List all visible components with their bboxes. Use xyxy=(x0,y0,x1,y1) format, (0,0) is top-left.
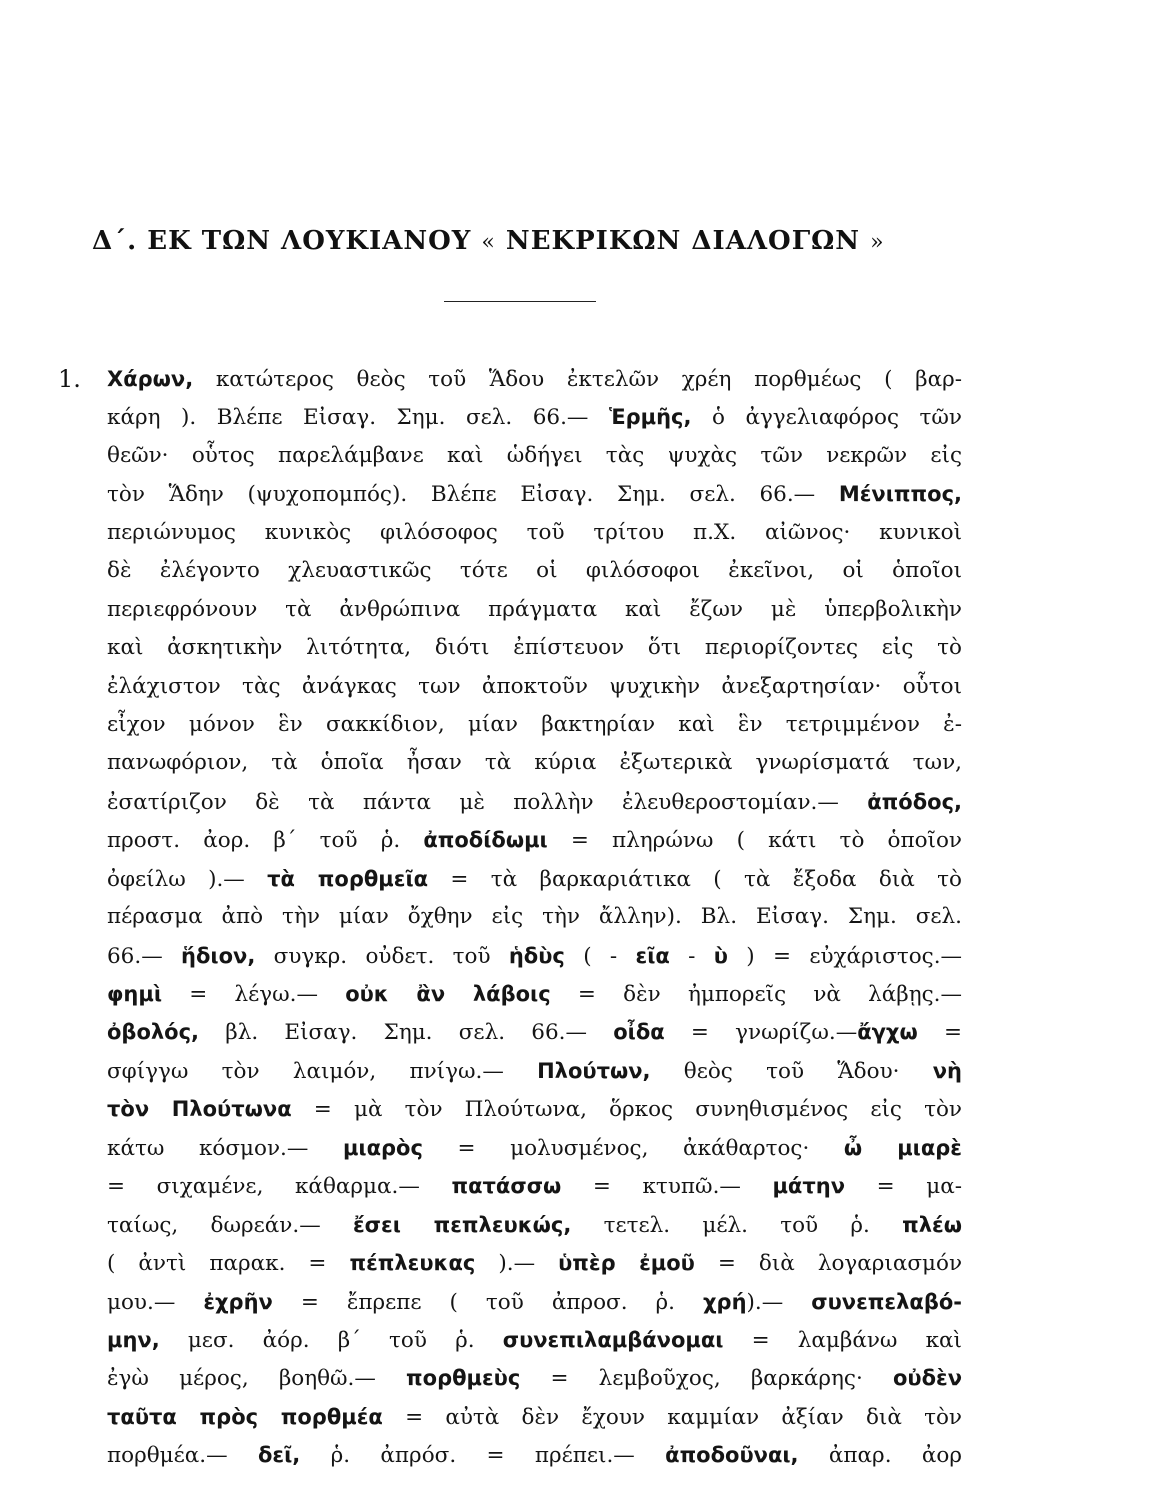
gloss-text: = κτυπῶ.— xyxy=(561,1174,773,1200)
entry-line xyxy=(107,1013,962,1051)
gloss-text: ἀπαρ. ἀορ xyxy=(798,1443,962,1469)
gloss-text: ἐσατίριζον δὲ τὰ πάντα μὲ πολλὴν ἐλευθεροστομίαν.— xyxy=(107,789,868,815)
gloss-text: ).— xyxy=(746,1289,812,1315)
headword: πατάσσω xyxy=(451,1174,562,1199)
gloss-text: = μὰ τὸν Πλούτωνα, ὅρκος συνηθισμένος εἰς τὸν xyxy=(291,1097,962,1123)
headword: μιαρὸς xyxy=(342,1135,423,1160)
entry-number: 1. xyxy=(58,365,81,393)
headword: πορθμεὺς xyxy=(406,1366,521,1391)
open-quote-mark: « xyxy=(481,230,496,255)
entry-line xyxy=(107,1398,962,1436)
headword: Χάρων, xyxy=(107,367,194,391)
headword: ὺ xyxy=(713,943,728,968)
gloss-text: = πληρώνω ( κάτι τὸ ὁποῖον xyxy=(547,828,962,854)
headword: ἀπόδος, xyxy=(867,789,962,814)
headword: συνεπιλαμβάνομαι xyxy=(502,1327,724,1352)
headword: Μένιππος, xyxy=(838,482,962,507)
entry-line xyxy=(107,1436,962,1474)
gloss-text: ἐλάχιστον τὰς ἀνάγκας των ἀποκτοῦν ψυχικὴν ἀνεξαρτησίαν· οὗτοι xyxy=(107,673,962,699)
entry-line xyxy=(107,898,962,936)
gloss-text: = διὰ λογαριασμόν xyxy=(694,1251,963,1277)
gloss-text: = xyxy=(917,1020,962,1046)
entry-line xyxy=(107,937,962,975)
gloss-text: = λαμβάνω καὶ xyxy=(723,1327,962,1353)
entry-line xyxy=(107,1052,962,1090)
gloss-text: = τὰ βαρκαριάτικα ( τὰ ἔξοδα διὰ τὸ xyxy=(428,866,962,892)
gloss-text: βλ. Εἰσαγ. Σημ. σελ. 66.— xyxy=(199,1020,614,1046)
gloss-text: = αὐτὰ δὲν ἔχουν καμμίαν ἀξίαν διὰ τὸν xyxy=(382,1404,962,1430)
gloss-text: ἐγὼ μέρος, βοηθῶ.— xyxy=(107,1366,407,1392)
entry-line xyxy=(107,629,962,667)
entry-line xyxy=(107,514,962,552)
headword: τὰ πορθμεῖα xyxy=(267,866,429,891)
entry-line xyxy=(107,552,962,590)
headword: οὐδὲν xyxy=(892,1366,962,1391)
gloss-text: = λεμβοῦχος, βαρκάρης· xyxy=(520,1366,893,1392)
gloss-text: μεσ. ἀόρ. β΄ τοῦ ῥ. xyxy=(159,1327,503,1353)
chapter-heading xyxy=(92,226,1072,256)
gloss-text: πανωφόριον, τὰ ὁποῖα ἦσαν τὰ κύρια ἐξωτερικὰ γνωρίσματά των, xyxy=(107,750,962,776)
gloss-text: = σιχαμένε, κάθαρμα.— xyxy=(107,1174,452,1200)
entry-line xyxy=(107,591,962,629)
entry-line xyxy=(107,1129,962,1167)
headword: χρή xyxy=(703,1289,747,1314)
headword: τὸν Πλούτωνα xyxy=(107,1097,292,1122)
entry-line xyxy=(107,706,962,744)
gloss-text: πορθμέα.— xyxy=(107,1443,258,1469)
headword: δεῖ, xyxy=(257,1443,301,1468)
headword: μην, xyxy=(107,1327,160,1352)
entry-line xyxy=(107,1321,962,1359)
entry-line xyxy=(107,360,962,398)
headword: ἥδιον, xyxy=(181,943,256,968)
headword: φημὶ xyxy=(107,982,163,1006)
gloss-text: τὸν Ἅδην (ψυχοπομπός). Βλέπε Εἰσαγ. Σημ. σελ. 66.— xyxy=(107,482,839,508)
entry-line xyxy=(107,398,962,436)
gloss-text: σφίγγω τὸν λαιμόν, πνίγω.— xyxy=(107,1058,538,1084)
entry-line xyxy=(107,437,962,475)
gloss-text: = γνωρίζω.— xyxy=(664,1020,858,1046)
gloss-text: θεὸς τοῦ Ἅδου· xyxy=(650,1058,933,1084)
gloss-text: κατώτερος θεὸς τοῦ Ἅδου ἐκτελῶν χρέη πορθμέως ( βαρ- xyxy=(193,367,962,392)
gloss-text: ῥ. ἀπρόσ. = πρέπει.— xyxy=(300,1443,666,1469)
headword: ὑπὲρ ἐμοῦ xyxy=(558,1251,695,1276)
gloss-text: ὁ ἀγγελιαφόρος τῶν xyxy=(691,405,962,431)
heading-divider xyxy=(444,301,596,302)
headword: οἶδα xyxy=(613,1020,665,1045)
headword: ἄγχω xyxy=(857,1020,918,1045)
entry-line xyxy=(107,1206,962,1244)
headword: συνεπελαβό- xyxy=(811,1289,962,1314)
headword: ἐχρῆν xyxy=(203,1289,273,1314)
headword: εῖα xyxy=(635,943,670,968)
gloss-text: τετελ. μέλ. τοῦ ῥ. xyxy=(571,1212,903,1238)
gloss-text: κάρη ). Βλέπε Εἰσαγ. Σημ. σελ. 66.— xyxy=(107,405,609,431)
headword: νὴ xyxy=(932,1058,962,1083)
gloss-text: - xyxy=(669,943,714,969)
gloss-text: θεῶν· οὗτος παρελάμβανε καὶ ὡδήγει τὰς ψυχὰς τῶν νεκρῶν εἰς xyxy=(107,442,962,468)
entry-line xyxy=(107,1359,962,1397)
entry-line xyxy=(107,821,962,859)
headword: ὦ μιαρὲ xyxy=(843,1135,962,1160)
entry-line xyxy=(107,860,962,898)
glossary-entry xyxy=(107,360,962,1475)
headword: ταῦτα πρὸς πορθμέα xyxy=(107,1404,383,1429)
gloss-text: ταίως, δωρεάν.— xyxy=(107,1212,353,1238)
entry-line xyxy=(107,783,962,821)
headword: ἀποδοῦναι, xyxy=(665,1443,799,1468)
gloss-text: περιεφρόνουν τὰ ἀνθρώπινα πράγματα καὶ ἔζων μὲ ὑπερβολικὴν xyxy=(107,596,962,622)
gloss-text: δὲ ἐλέγοντο χλευαστικῶς τότε οἱ φιλόσοφοι ἐκεῖνοι, οἱ ὁποῖοι xyxy=(107,558,962,584)
headword: ἀποδίδωμι xyxy=(423,828,548,853)
gloss-text: προστ. ἀορ. β΄ τοῦ ῥ. xyxy=(107,828,424,854)
gloss-text: κάτω κόσμον.— xyxy=(107,1135,343,1161)
headword: ἔσει πεπλευκώς, xyxy=(352,1212,572,1237)
headword: ἡδὺς xyxy=(508,943,565,968)
headword: Ἑρμῆς, xyxy=(608,405,692,430)
gloss-text: συγκρ. οὐδετ. τοῦ xyxy=(255,943,509,969)
gloss-text: ὀφείλω ).— xyxy=(107,866,268,892)
entry-line xyxy=(107,975,962,1013)
entry-line xyxy=(107,1244,962,1282)
gloss-text: μου.— xyxy=(107,1289,204,1315)
entry-line xyxy=(107,744,962,782)
gloss-text: ( ἀντὶ παρακ. = xyxy=(107,1251,350,1277)
gloss-text: ).— xyxy=(475,1251,559,1277)
gloss-text: = δὲν ἠμπορεῖς νὰ λάβῃς.— xyxy=(550,982,962,1007)
gloss-text: = λέγω.— xyxy=(162,982,346,1007)
headword: πέπλευκας xyxy=(349,1251,476,1276)
entry-line xyxy=(107,1167,962,1205)
headword: μάτην xyxy=(772,1174,846,1199)
chapter-heading-title: ΝΕΚΡΙΚΩΝ ΔΙΑΛΟΓΩΝ xyxy=(495,226,871,256)
headword: οὐκ ἂν λάβοις xyxy=(345,982,551,1006)
gloss-text: 66.— xyxy=(107,943,182,969)
chapter-heading-prefix: Δ΄. ΕΚ ΤΩΝ ΛΟΥΚΙΑΝΟΥ xyxy=(92,226,482,256)
gloss-text: περιώνυμος κυνικὸς φιλόσοφος τοῦ τρίτου π.Χ. αἰῶνος· κυνικοὶ xyxy=(107,519,962,545)
close-quote-mark: » xyxy=(870,230,885,255)
gloss-text: = μα- xyxy=(845,1174,962,1200)
gloss-text: πέρασμα ἀπὸ τὴν μίαν ὄχθην εἰς τὴν ἄλλην). Βλ. Εἰσαγ. Σημ. σελ. xyxy=(107,904,962,930)
gloss-text: ( - xyxy=(564,943,636,969)
entry-line xyxy=(107,1090,962,1128)
headword: πλέω xyxy=(902,1212,962,1237)
entry-line xyxy=(107,1283,962,1321)
gloss-text: εἶχον μόνον ἓν σακκίδιον, μίαν βακτηρίαν καὶ ἓν τετριμμένον ἐ- xyxy=(107,711,962,737)
gloss-text: = ἔπρεπε ( τοῦ ἀπροσ. ῥ. xyxy=(272,1289,704,1315)
gloss-text: ) = εὐχάριστος.— xyxy=(727,943,963,969)
headword: ὀβολός, xyxy=(107,1020,200,1045)
entry-line xyxy=(107,475,962,513)
gloss-text: καὶ ἀσκητικὴν λιτότητα, διότι ἐπίστευον ὅτι περιορίζοντες εἰς τὸ xyxy=(107,635,962,661)
headword: Πλούτων, xyxy=(537,1058,651,1083)
entry-line xyxy=(107,668,962,706)
gloss-text: = μολυσμένος, ἀκάθαρτος· xyxy=(422,1135,844,1161)
